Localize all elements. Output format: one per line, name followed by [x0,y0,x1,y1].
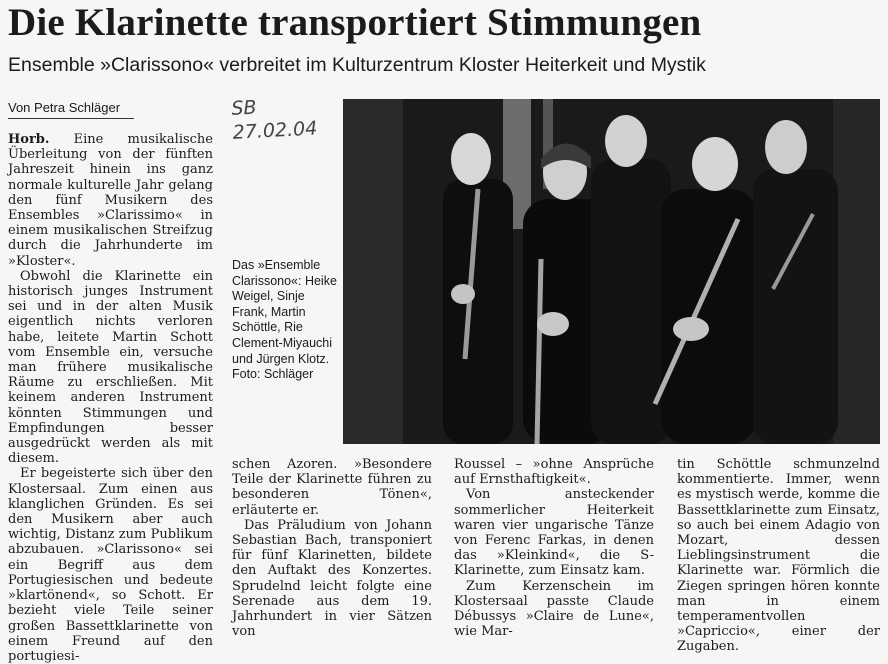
paragraph: Das Präludium von Johann Sebastian Bach, transponiert für fünf Klarinetten, bildete den Auftakt des Konzertes. Sprudelnd leicht folgte eine Serenade aus dem 19. Jahrhundert in vier Sätzen von [232,517,432,640]
handwritten-note [231,91,343,145]
paragraph-lead [8,132,213,269]
paragraph: Er begeisterte sich über den Klostersaal. Zum einen aus klanglichen Gründen. Es sei den Musikern aber auch wichtig, Distanz zum Publikum abzubauen. »Clarissono« sei ein Begriff aus dem Portugiesischen und bedeute »klartönend«, so Schott. Er bezieht viele Teile seiner großen Bassettklarinette von einem Freund auf den portugiesi- [8,466,213,664]
paragraph: Obwohl die Klarinette ein historisch junges Instrument sei und in der alten Musik eigentlich nichts verloren habe, leitete Martin Schott vom Ensemble ein, versuche man frühere musikalische Räume zu erschließen. Mit keinem anderen Instrument könnten Stimmungen und Empfindungen besser ausgedrückt werden als mit diesem. [8,268,213,467]
handwritten-date: 27.02.04 [232,117,318,144]
paragraph-continued: Roussel – »ohne Ansprüche auf Ernsthaftigkeit«. [454,457,654,488]
paragraph-continued: schen Azoren. »Besondere Teile der Klarinette führen zu besonderen Tönen«, erläuterte er. [232,457,432,518]
ensemble-photo [343,99,880,444]
handwritten-initials: SB [230,96,258,120]
paragraph-continued: tin Schöttle schmunzelnd kommentierte. Immer, wenn es mystisch werde, komme die Bassettklarinette zum Einsatz, so auch bei einem Adagio von Mozart, dessen Lieblingsinstrument die Klarinette war. Förmlich die Ziegen springen hören konnte man in einem temperamentvollen »Capriccio«, einer der Zugaben. [677,457,880,655]
dateline: Horb. [8,132,50,147]
article-column-2 [232,457,432,639]
article-column-4 [677,457,880,655]
subheadline: Ensemble »Clarissono« verbreitet im Kulturzentrum Kloster Heiterkeit und Mystik [8,54,706,76]
article-column-3 [454,457,654,639]
paragraph: Von ansteckender sommerlicher Heiterkeit waren vier ungarische Tänze von Ferenc Farkas, in denen das »Kleinkind«, die S-Klarinette, zum Einsatz kam. [454,487,654,579]
article-column-1 [8,132,213,664]
photo-caption: Das »Ensemble Clarissono«: Heike Weigel, Sinje Frank, Martin Schöttle, Rie Clement-Miyauchi und Jürgen Klotz. Foto: Schläger [232,258,337,382]
paragraph: Zum Kerzenschein im Klostersaal passte Claude Débussys »Claire de Lune«, wie Mar- [454,578,654,640]
headline: Die Klarinette transportiert Stimmungen [8,1,702,44]
paragraph-text: Eine musikalische Überleitung von der fünften Jahreszeit hinein ins ganz normale kulturelle Jahr gelang den fünf Musikern des Ensembles »Clarissimo« in einem musikalischen Streifzug durch die Jahrhunderte im »Kloster«. [8,132,213,269]
byline: Von Petra Schläger [8,98,134,119]
ensemble-photo-illustration [343,99,880,444]
